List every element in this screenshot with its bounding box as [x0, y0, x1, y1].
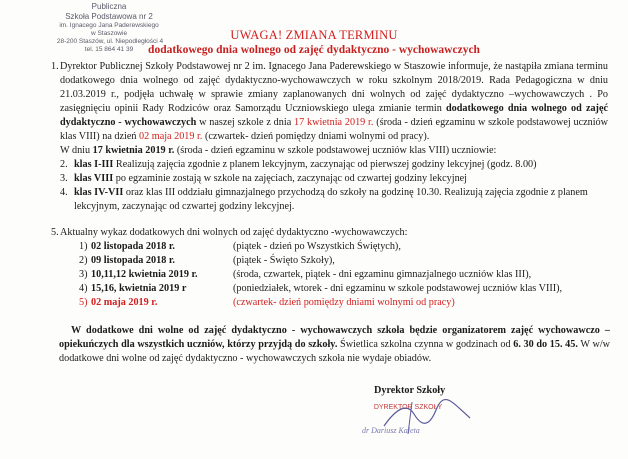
item-number: 4.	[60, 187, 68, 198]
director-name: dr Dariusz Kaleta	[362, 426, 420, 435]
text-span: W dniu	[60, 145, 93, 156]
text-span: W w/w dodatkowe dni wolne od zajęć dydaktyczno - wychowawczych szkoła nie wydaje obiadów.	[59, 339, 611, 364]
paragraph-1b	[60, 144, 608, 158]
row-number: 2)	[79, 255, 88, 266]
notice-body	[51, 60, 608, 310]
stamp-line2: Szkoła Podstawowa nr 2	[65, 12, 153, 21]
row-date: 09 listopada 2018 r.	[91, 255, 175, 266]
list-item-highlight	[79, 296, 608, 310]
page-title: UWAGA! ZMIANA TERMINU	[230, 28, 398, 42]
closing-paragraph	[59, 324, 610, 366]
list-item	[79, 282, 608, 296]
director-stamp: DYREKTOR SZKOŁY	[373, 404, 443, 411]
row-number: 3)	[79, 269, 88, 280]
days-off-lead: Aktualny wykaz dodatkowych dni wolnych od zajęć dydaktyczno -wychowawczych:	[60, 227, 408, 238]
row-number: 4)	[79, 283, 88, 294]
list-item	[60, 186, 608, 214]
bold-span: dodatkowego dnia wolnego od zajęć dydaktyczno - wychowawczych	[60, 103, 608, 128]
row-desc: (poniedziałek, wtorek - dni egzaminu w szkole podstawowej uczniów klas VIII),	[233, 283, 563, 294]
stamp-line4: w Staszowie	[90, 30, 128, 37]
paragraph-number: 1.	[51, 61, 59, 72]
item-number: 2.	[60, 159, 68, 170]
item-group: klas I-III	[74, 159, 114, 170]
list-item	[60, 172, 608, 186]
signature-title: Dyrektor Szkoły	[374, 385, 446, 396]
page-subtitle: dodatkowego dnia wolnego od zajęć dydaktyczno - wychowawczych	[148, 44, 480, 56]
stamp-line5: 28-200 Staszów, ul. Niepodległości 4	[56, 38, 164, 45]
stamp-line1: Publiczna	[91, 2, 127, 11]
list-item	[60, 158, 608, 172]
item-text: oraz klas III oddziału gimnazjalnego przychodzą do szkoły na godzinę 10.30. Realizują zajęcia zgodnie z planem lekcyjnym, zaczynając od czwartej godziny lekcyjnej.	[74, 187, 588, 212]
item-number: 3.	[60, 173, 68, 184]
list-item	[79, 268, 608, 282]
hours-span: 6. 30 do 15. 45.	[513, 339, 578, 350]
row-desc: (środa, czwartek, piątek - dni egzaminu gimnazjalnego uczniów klas III),	[233, 269, 532, 280]
text-span: (środa - dzień egzaminu w szkole podstawowej uczniów klas VIII) na dzień	[60, 117, 608, 142]
paragraph-1	[51, 60, 608, 144]
text-span: Świetlica szkolna czynna w godzinach od	[337, 339, 514, 350]
stamp-line3: im. Ignacego Jana Paderewskiego	[59, 22, 159, 29]
list-item	[79, 254, 608, 268]
new-date: 02 maja 2019 r.	[139, 131, 203, 142]
text-span: (środa - dzień egzaminu w szkole podstawowej uczniów klas VIII) uczniowie:	[174, 145, 497, 156]
row-desc: (piątek - Święto Szkoły),	[233, 255, 335, 266]
item-text: po egzaminie zostają w szkole na zajęciach, zaczynając od czwartej godziny lekcyjnej	[113, 173, 468, 184]
paragraph-number: 5.	[51, 227, 59, 238]
item-group: klas IV-VII	[74, 187, 124, 198]
item-text: Realizują zajęcia zgodnie z planem lekcyjnym, zaczynając od pierwszej godziny lekcyjnej (godz. 8.00)	[113, 159, 537, 170]
row-date: 02 listopada 2018 r.	[91, 241, 175, 252]
row-desc: (piątek - dzień po Wszystkich Świętych),	[233, 241, 401, 252]
row-date: 15,16, kwietnia 2019 r	[91, 283, 187, 294]
text-span: Dyrektor Publicznej Szkoły Podstawowej nr 2 im. Ignacego Jana Paderewskiego w Staszowie informuje, że nastąpiła zmiana terminu dodatkowego dnia wolnego od zajęć dydaktyczno-wychowawczych w roku szkolnym 2018/2019. Rada Pedagogiczna w dniu 21.03.2019 r., podjęła uchwałę w sprawie zmiany zaplanowanych dni wolnych od zajęć dydaktyczno –wychowawczych . Po zasięgnięciu opinii Rady Rodziców oraz Samorządu Uczniowskiego ulega zmianie termin	[60, 61, 608, 114]
row-number: 1)	[79, 241, 88, 252]
row-date: 02 maja 2019 r.	[91, 297, 158, 308]
student-groups-list	[60, 158, 608, 214]
bold-span: W dodatkowe dni wolne od zajęć dydaktyczno - wychowawczych szkoła będzie organizatorem zajęć wychowawczo – opiekuńczych dla wszystkich uczniów, którzy przyjdą do szkoły.	[59, 325, 610, 350]
stamp-line6: tel. 15 864 41 39	[84, 46, 134, 53]
row-number: 5)	[79, 297, 88, 308]
text-span: w naszej szkole z dnia	[196, 117, 295, 128]
old-date: 17 kwietnia 2019 r.	[294, 117, 374, 128]
paragraph-5	[51, 226, 608, 310]
item-group: klas VIII	[74, 173, 114, 184]
list-item	[79, 240, 608, 254]
row-desc: (czwartek- dzień pomiędzy dniami wolnymi od pracy)	[233, 297, 455, 308]
text-span: (czwartek- dzień pomiędzy dniami wolnymi od pracy).	[202, 131, 430, 142]
bold-date: 17 kwietnia 2019 r.	[92, 145, 175, 156]
days-off-list	[60, 240, 608, 310]
row-date: 10,11,12 kwietnia 2019 r.	[91, 269, 198, 280]
